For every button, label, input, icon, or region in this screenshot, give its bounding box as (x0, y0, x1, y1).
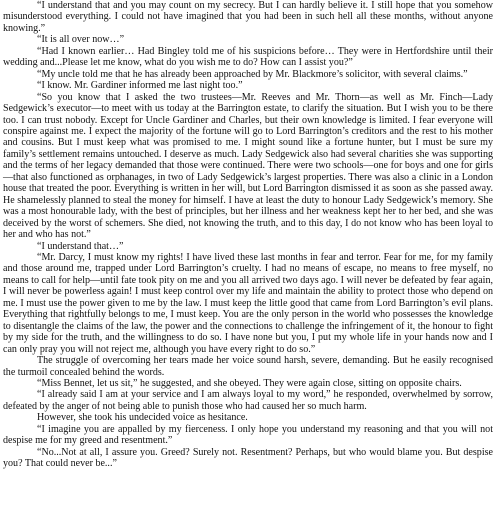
paragraph: “I already said I am at your service and I am always loyal to my word,” he responded, overwhelmed by sorrow, defeated by the anger of not being able to punish those who had caused her so much harm. (3, 389, 493, 412)
paragraph: “I imagine you are appalled by my fierceness. I only hope you understand my reasoning and that you will not despise me for my greed and resentment.” (3, 423, 493, 447)
paragraph: “My uncle told me that he has already been approached by Mr. Blackmore’s solicitor, with several claims.” (37, 68, 468, 80)
paragraph: “Mr. Darcy, I must know my rights! I have lived these last months in fear and terror. Fear for me, for my family and those around me, trapped under Lord Barrington’s cruelty. I had no means of escape, no means to free myself, no means to call for help—until fate took pity on me and you all arrived two days ago. I will never be defeated by fear again, I will never be powerless again! I must keep control over my life and maintain the ability to protect those who depend on me. I must use the power given to me by the law. I must keep the little good that came from Lord Barrington’s evil plans. Everything that rightfully belongs to me, I must keep. You are the only person in the world who possesses the knowledge to disentangle the claims of the law, the power and the connections to challenge the infringement of it, the honour to fight by my side for the truth, and the willingness to do so. I have none but you, I put my whole life in your hands now and I can only pray you will not reject me, although you have every right to do so.” (3, 251, 493, 355)
paragraph: “It is all over now…” (37, 34, 125, 46)
paragraph: However, she took his undecided voice as hesitance. (37, 412, 248, 424)
paragraph: “I understand that and you may count on my secrecy. But I can hardly believe it. I still hope that you somehow misunderstood everything. I could not have imagined that you had been in such hell all these months, without anyone knowing.” (3, 0, 493, 34)
paragraph: “Had I known earlier… Had Bingley told me of his suspicions before… They were in Hertfordshire until their wedding and...Please let me know, what do you wish me to do? How can I assist you?” (3, 45, 493, 69)
paragraph: “So you know that I asked the two trustees—Mr. Reeves and Mr. Thorn—as well as Mr. Finch—Lady Sedgewick’s executor—to meet with us today at the Barrington estate, to clarify the situation. But I wish you to be there too. I can trust nobody. Except for Uncle Gardiner and Charles, but their own knowledge is limited. I fear everyone will conspire against me. I expect the majority of the fortune will go to Lord Barrington’s creditors and the rest to his mother and cousins. But I must keep what was promised to me. I might sound like a fortune hunter, but I must be sure my family’s settlement remains untouched. I deserve as much. Lady Sedgewick also had several charities she was supporting and the terms of her legacy demanded that those were continued. There were two schools—one for boys and one for girls—that also functioned as orphanages, in two of Lady Sedgewick’s largest properties. There was also a clinic in a London house that treated the poor. Everything is written in her will, but Lord Barrington dismissed it as soon as she passed away. He shamelessly planned to steal the money for himself. I have at least the duty to honour Lady Sedgewick’s memory. She was a most honourable lady, with the best of principles, but her illness and her weakness kept her to her bed, and she was deceived by the worst of schemers. She died, not knowing the truth, and to this day, I do not know who has been loyal to her and who has not.” (3, 91, 493, 241)
paragraph: “No...Not at all, I assure you. Greed? Surely not. Resentment? Perhaps, but who would blame you. But despise you? That could never be...” (3, 446, 493, 470)
paragraph: “Miss Bennet, let us sit,” he suggested, and she obeyed. They were again close, sitting on opposite chairs. (37, 377, 462, 389)
paragraph: “I know. Mr. Gardiner informed me last night too.” (37, 80, 243, 92)
paragraph: “I understand that…” (37, 240, 124, 252)
paragraph: The struggle of overcoming her tears made her voice sound harsh, severe, demanding. But he easily recognised the turmoil concealed behind the words. (3, 355, 493, 378)
